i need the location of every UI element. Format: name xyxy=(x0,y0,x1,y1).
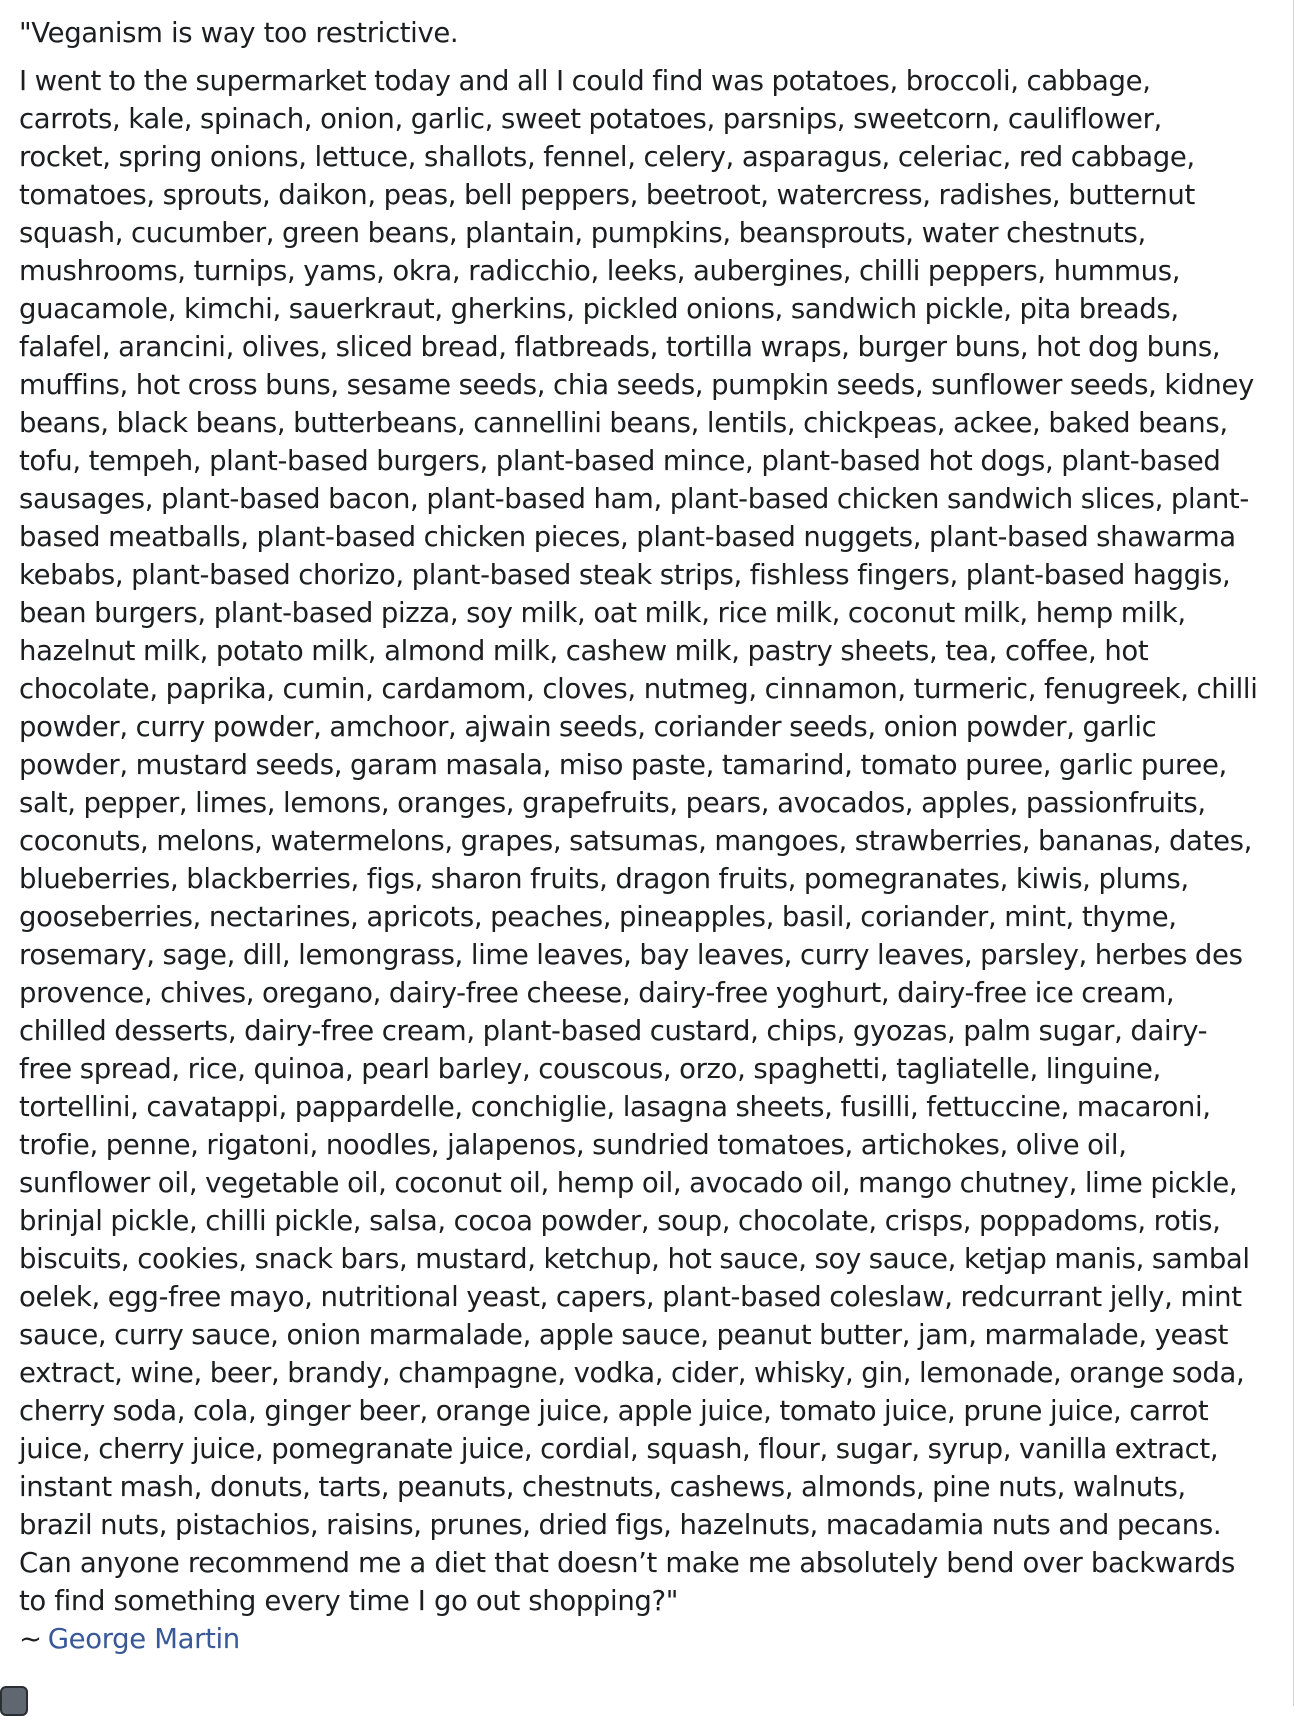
post-body xyxy=(19,14,1259,1658)
attribution-dash: ~ xyxy=(19,1623,42,1655)
post-attribution xyxy=(19,1620,1259,1658)
author-link[interactable]: George Martin xyxy=(47,1623,240,1655)
post-question: Can anyone recommend me a diet that doesn’t make me absolutely bend over backwards to find something every time I go out shopping?" xyxy=(19,1547,1236,1617)
post-opening-line: "Veganism is way too restrictive. xyxy=(19,17,459,49)
post-list-paragraph: I went to the supermarket today and all I could find was potatoes, broccoli, cabbage, carrots, kale, spinach, onion, garlic, sweet potatoes, parsnips, sweetcorn, cauliflower, rocket, spring onions, lettuce, shallots, fennel, celery, asparagus, celeriac, red cabbage, tomatoes, sprouts, daikon, peas, bell peppers, beetroot, watercress, radishes, butternut squash, cucumber, green beans, plantain, pumpkins, beansprouts, water chestnuts, mushrooms, turnips, yams, okra, radicchio, leeks, aubergines, chilli peppers, hummus, guacamole, kimchi, sauerkraut, gherkins, pickled onions, sandwich pickle, pita breads, falafel, arancini, olives, sliced bread, flatbreads, tortilla wraps, burger buns, hot dog buns, muffins, hot cross buns, sesame seeds, chia seeds, pumpkin seeds, sunflower seeds, kidney beans, black beans, butterbeans, cannellini beans, lentils, chickpeas, ackee, baked beans, tofu, tempeh, plant-based burgers, plant-based mince, plant-based hot dogs, plant-based sausages, plant-based bacon, plant-based ham, plant-based chicken sandwich slices, plant-based meatballs, plant-based chicken pieces, plant-based nuggets, plant-based shawarma kebabs, plant-based chorizo, plant-based steak strips, fishless fingers, plant-based haggis, bean burgers, plant-based pizza, soy milk, oat milk, rice milk, coconut milk, hemp milk, hazelnut milk, potato milk, almond milk, cashew milk, pastry sheets, tea, coffee, hot chocolate, paprika, cumin, cardamom, cloves, nutmeg, cinnamon, turmeric, fenugreek, chilli powder, curry powder, amchoor, ajwain seeds, coriander seeds, onion powder, garlic powder, mustard seeds, garam masala, miso paste, tamarind, tomato puree, garlic puree, salt, pepper, limes, lemons, oranges, grapefruits, pears, avocados, apples, passionfruits, coconuts, melons, watermelons, grapes, satsumas, mangoes, strawberries, bananas, dates, blueberries, blackberries, figs, sharon fruits, dragon fruits, pomegranates, kiwis, plums, gooseberries, nectarines, apricots, peaches, pineapples, basil, coriander, mint, thyme, rosemary, sage, dill, lemongrass, lime leaves, bay leaves, curry leaves, parsley, herbes des provence, chives, oregano, dairy-free cheese, dairy-free yoghurt, dairy-free ice cream, chilled desserts, dairy-free cream, plant-based custard, chips, gyozas, palm sugar, dairy-free spread, rice, quinoa, pearl barley, couscous, orzo, spaghetti, tagliatelle, linguine, tortellini, cavatappi, pappardelle, conchiglie, lasagna sheets, fusilli, fettuccine, macaroni, trofie, penne, rigatoni, noodles, jalapenos, sundried tomatoes, artichokes, olive oil, sunflower oil, vegetable oil, coconut oil, hemp oil, avocado oil, mango chutney, lime pickle, brinjal pickle, chilli pickle, salsa, cocoa powder, soup, chocolate, crisps, poppadoms, rotis, biscuits, cookies, snack bars, mustard, ketchup, hot sauce, soy sauce, ketjap manis, sambal oelek, egg-free mayo, nutritional yeast, capers, plant-based coleslaw, redcurrant jelly, mint sauce, curry sauce, onion marmalade, apple sauce, peanut butter, jam, marmalade, yeast extract, wine, beer, brandy, champagne, vodka, cider, whisky, gin, lemonade, orange soda, cherry soda, cola, ginger beer, orange juice, apple juice, tomato juice, prune juice, carrot juice, cherry juice, pomegranate juice, cordial, squash, flour, sugar, syrup, vanilla extract, instant mash, donuts, tarts, peanuts, chestnuts, cashews, almonds, pine nuts, walnuts, brazil nuts, pistachios, raisins, prunes, dried figs, hazelnuts, macadamia nuts and pecans. xyxy=(19,65,1258,1541)
corner-avatar-chip[interactable] xyxy=(0,1686,28,1716)
